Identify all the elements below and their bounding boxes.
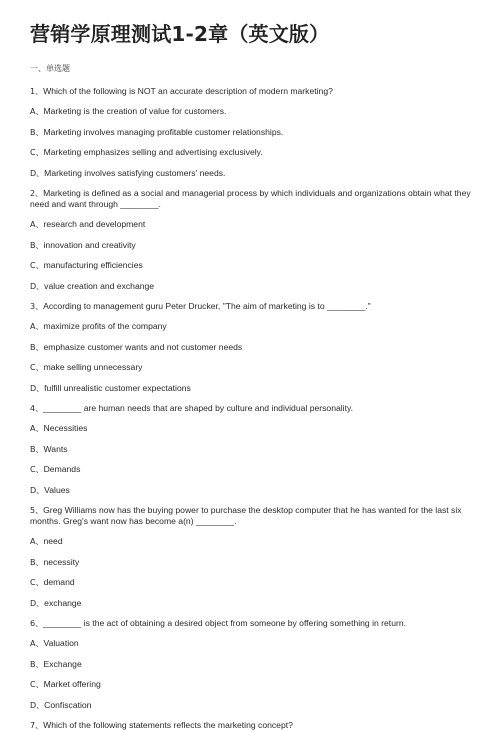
option-letter: D、 [30, 485, 45, 495]
question-body: Greg Williams now has the buying power to purchase the desktop computer that he has wanted for the last six months. Greg's want now has become a(n) ________. [30, 505, 462, 526]
answer-option [30, 423, 474, 434]
answer-option [30, 659, 474, 670]
answer-option [30, 106, 474, 117]
answer-option [30, 147, 474, 158]
answer-option [30, 536, 474, 547]
option-text: Confiscation [44, 699, 92, 710]
answer-option [30, 321, 474, 332]
answer-option [30, 679, 474, 690]
question-text [30, 505, 474, 527]
question-body: ________ are human needs that are shaped by culture and individual personality. [43, 403, 354, 413]
option-text: make selling unnecessary [43, 362, 143, 372]
option-text: research and development [43, 219, 146, 229]
option-text: Exchange [43, 658, 82, 669]
option-letter: D、 [30, 700, 45, 710]
question-text [30, 618, 474, 629]
answer-option [30, 700, 474, 711]
option-letter: C、 [30, 148, 44, 157]
question-body: ________ is the act of obtaining a desired object from someone by offering something in return. [43, 618, 407, 628]
option-letter: D、 [30, 598, 45, 608]
answer-option [30, 168, 474, 179]
answer-option [30, 485, 474, 496]
option-letter: A、 [30, 107, 44, 116]
option-text: exchange [44, 597, 82, 608]
option-text: maximize profits of the company [43, 321, 167, 331]
answer-option [30, 557, 474, 568]
option-letter: A、 [30, 537, 44, 546]
answer-option [30, 598, 474, 609]
question-number: 6、 [30, 619, 44, 628]
option-letter: A、 [30, 322, 44, 331]
question-text [30, 403, 474, 414]
option-letter: B、 [30, 342, 44, 352]
question-number: 7、 [30, 721, 44, 730]
option-text: Values [44, 484, 70, 495]
question-number: 1、 [30, 87, 44, 96]
option-letter: B、 [30, 659, 44, 669]
answer-option [30, 638, 474, 649]
option-letter: C、 [30, 465, 44, 474]
option-text: Necessities [43, 423, 88, 433]
answer-option [30, 464, 474, 475]
question-text [30, 86, 474, 97]
section-heading: 一、单选题 [30, 64, 70, 73]
option-letter: B、 [30, 444, 44, 454]
question-body: Which of the following is NOT an accurate description of modern marketing? [43, 86, 333, 96]
question-number: 5、 [30, 506, 44, 515]
question-text [30, 188, 474, 210]
answer-option [30, 444, 474, 455]
option-text: value creation and exchange [44, 280, 155, 291]
option-text: necessity [43, 556, 80, 567]
answer-option [30, 260, 474, 271]
option-text: Wants [43, 443, 68, 454]
option-letter: C、 [30, 578, 44, 587]
option-text: innovation and creativity [43, 239, 136, 250]
option-text: demand [43, 577, 75, 587]
option-text: Marketing is the creation of value for customers. [43, 106, 227, 116]
option-letter: B、 [30, 557, 44, 567]
question-body: Which of the following statements reflects the marketing concept? [43, 720, 293, 730]
option-letter: B、 [30, 240, 44, 250]
question-number: 4、 [30, 404, 44, 413]
answer-option [30, 219, 474, 230]
answer-option [30, 362, 474, 373]
question-body: According to management guru Peter Drucker, "The aim of marketing is to ________." [43, 301, 371, 311]
option-text: Marketing emphasizes selling and advertising exclusively. [43, 147, 263, 157]
option-letter: D、 [30, 383, 45, 393]
option-letter: A、 [30, 639, 44, 648]
option-letter: B、 [30, 127, 44, 137]
option-text: Valuation [43, 638, 79, 648]
answer-option [30, 383, 474, 394]
question-number: 3、 [30, 302, 44, 311]
answer-option [30, 281, 474, 292]
option-text: emphasize customer wants and not customer needs [43, 341, 243, 352]
document-title: 营销学原理测试1-2章（英文版） [30, 22, 330, 46]
option-letter: D、 [30, 281, 45, 291]
option-text: need [43, 536, 63, 546]
option-text: fulfill unrealistic customer expectations [44, 382, 191, 393]
option-text: Market offering [43, 679, 101, 689]
answer-option [30, 342, 474, 353]
option-letter: C、 [30, 261, 44, 270]
option-letter: A、 [30, 424, 44, 433]
answer-option [30, 240, 474, 251]
answer-option [30, 127, 474, 138]
option-letter: D、 [30, 168, 45, 178]
question-text [30, 720, 474, 731]
answer-option [30, 577, 474, 588]
option-text: Marketing involves managing profitable customer relationships. [43, 126, 284, 137]
option-letter: A、 [30, 220, 44, 229]
question-body: Marketing is defined as a social and managerial process by which individuals and organizations obtain what they need and want through ________. [30, 188, 471, 209]
option-text: Marketing involves satisfying customers' needs. [44, 167, 226, 178]
question-list [30, 86, 474, 731]
option-letter: C、 [30, 680, 44, 689]
option-text: manufacturing efficiencies [43, 260, 143, 270]
question-text [30, 301, 474, 312]
option-text: Demands [43, 464, 81, 474]
option-letter: C、 [30, 363, 44, 372]
question-number: 2、 [30, 189, 44, 198]
